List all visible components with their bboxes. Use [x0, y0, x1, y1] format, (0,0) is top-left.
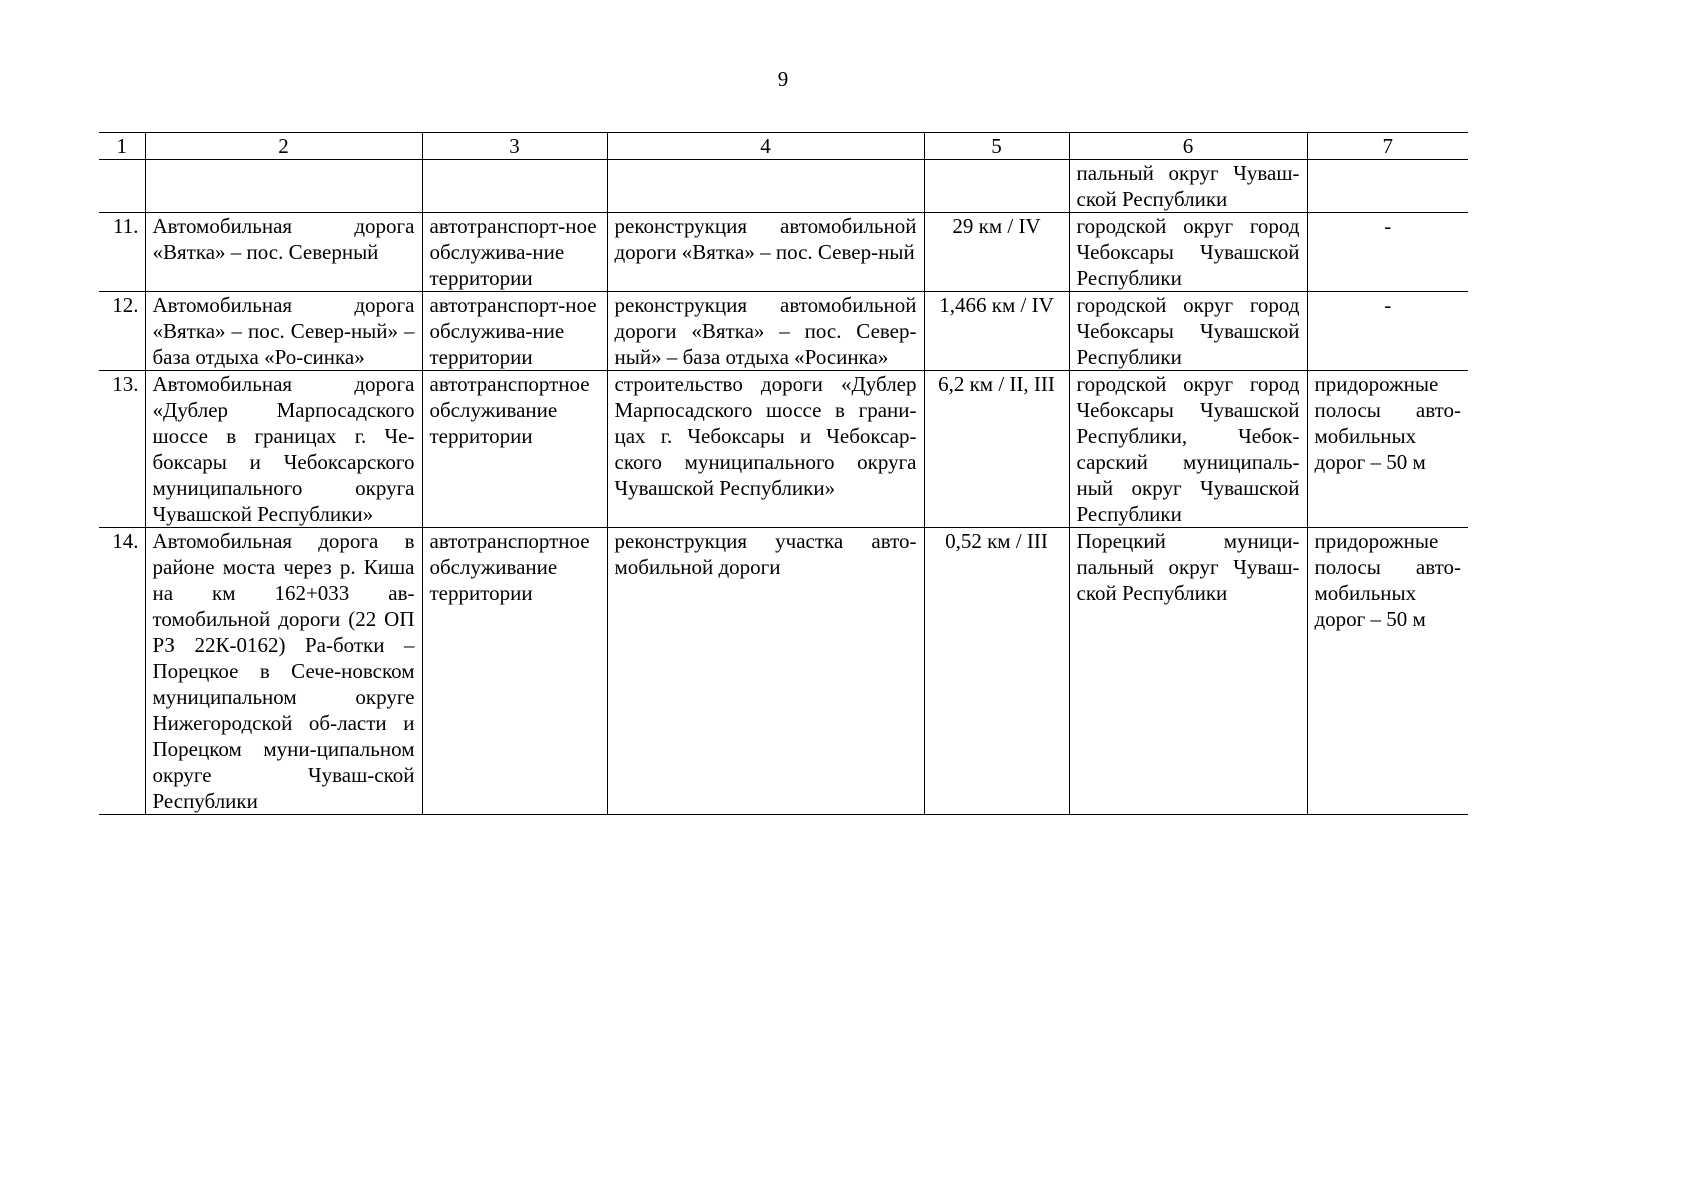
purpose-cell: автотранспортное обслуживание территории [422, 371, 607, 528]
row-number: 13. [99, 371, 145, 528]
header-cell-2: 2 [145, 133, 422, 160]
table-row [99, 528, 1468, 815]
length-category-cell: 29 км / IV [924, 213, 1069, 292]
object-name-cell: Автомобильная дорога «Вятка» – пос. Северный [145, 213, 422, 292]
activity-cell: реконструкция автомобильной дороги «Вятка» – пос. Север-ный» – база отдыха «Росинка» [607, 292, 924, 371]
table-row [99, 292, 1468, 371]
continuation-cell-7 [1307, 160, 1468, 213]
continuation-row [99, 160, 1468, 213]
continuation-cell-3 [422, 160, 607, 213]
length-category-cell: 6,2 км / II, III [924, 371, 1069, 528]
continuation-cell-2 [145, 160, 422, 213]
length-category-cell: 1,466 км / IV [924, 292, 1069, 371]
location-cell: городской округ город Чебоксары Чувашской Республики, Чебок-сарский муниципаль-ный округ Чувашской Республики [1069, 371, 1307, 528]
header-cell-5: 5 [924, 133, 1069, 160]
table-row [99, 371, 1468, 528]
purpose-cell: автотранспортное обслуживание территории [422, 528, 607, 815]
header-cell-6: 6 [1069, 133, 1307, 160]
objects-table [99, 132, 1468, 815]
row-number: 12. [99, 292, 145, 371]
zone-cell: придорожные полосы авто-мобильных дорог – 50 м [1307, 371, 1468, 528]
page-number: 9 [777, 67, 789, 91]
header-cell-3: 3 [422, 133, 607, 160]
location-cell: Порецкий муници-пальный округ Чуваш-ской Республики [1069, 528, 1307, 815]
table-row [99, 213, 1468, 292]
object-name-cell: Автомобильная дорога «Вятка» – пос. Север-ный» – база отдыха «Ро-синка» [145, 292, 422, 371]
continuation-cell-4 [607, 160, 924, 213]
zone-cell: - [1307, 213, 1468, 292]
purpose-cell: автотранспорт-ное обслужива-ние территории [422, 292, 607, 371]
header-cell-7: 7 [1307, 133, 1468, 160]
activity-cell: строительство дороги «Дублер Марпосадского шоссе в грани-цах г. Чебоксары и Чебоксар-ского муниципального округа Чувашской Республики» [607, 371, 924, 528]
activity-cell: реконструкция участка авто-мобильной дороги [607, 528, 924, 815]
zone-cell: придорожные полосы авто-мобильных дорог – 50 м [1307, 528, 1468, 815]
activity-cell: реконструкция автомобильной дороги «Вятка» – пос. Север-ный [607, 213, 924, 292]
continuation-cell-5 [924, 160, 1069, 213]
continuation-cell-6: пальный округ Чуваш-ской Республики [1069, 160, 1307, 213]
object-name-cell: Автомобильная дорога «Дублер Марпосадского шоссе в границах г. Че-боксары и Чебоксарского муниципального округа Чувашской Республики» [145, 371, 422, 528]
row-number: 14. [99, 528, 145, 815]
object-name-cell: Автомобильная дорога в районе моста через р. Киша на км 162+033 ав-томобильной дороги (22 ОП РЗ 22К-0162) Ра-ботки – Порецкое в Сече-новском муниципальном округе Нижегородской об-ласти и Порецком муни-ципальном округе Чуваш-ской Республики [145, 528, 422, 815]
location-cell: городской округ город Чебоксары Чувашской Республики [1069, 292, 1307, 371]
purpose-cell: автотранспорт-ное обслужива-ние территории [422, 213, 607, 292]
location-cell: городской округ город Чебоксары Чувашской Республики [1069, 213, 1307, 292]
length-category-cell: 0,52 км / III [924, 528, 1069, 815]
zone-cell: - [1307, 292, 1468, 371]
header-cell-1: 1 [99, 133, 145, 160]
row-number: 11. [99, 213, 145, 292]
header-cell-4: 4 [607, 133, 924, 160]
continuation-cell-1 [99, 160, 145, 213]
table-header-row [99, 133, 1468, 160]
